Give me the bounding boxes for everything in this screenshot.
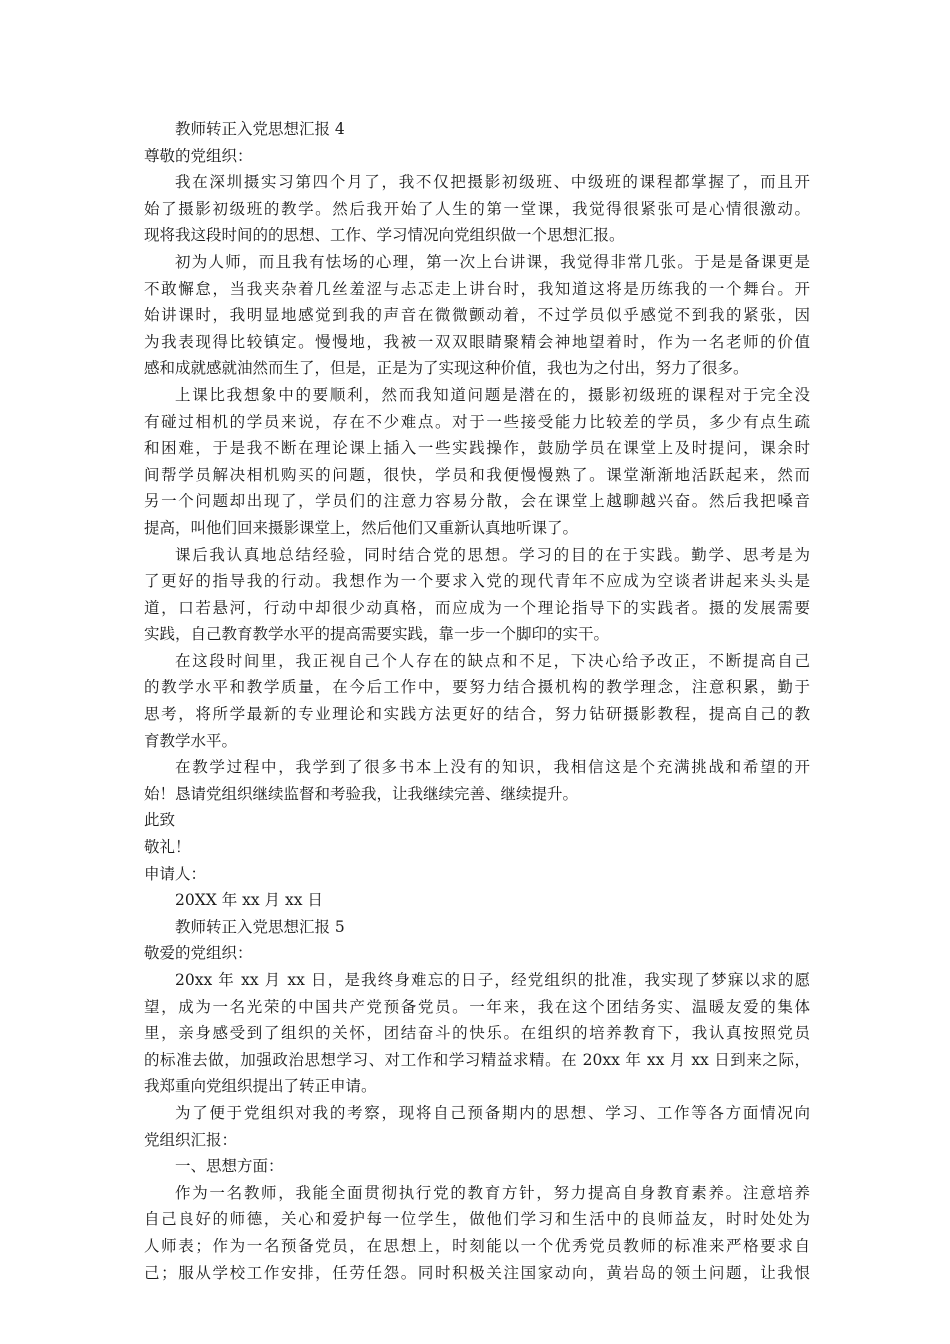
text-line: 思考，将所学最新的专业理论和实践方法更好的结合，努力钻研摄影教程，提高自己的教	[144, 705, 810, 724]
text-line: 育教学水平。	[144, 731, 238, 750]
text-line: 敬爱的党组织：	[144, 944, 253, 963]
text-line: 的教学水平和教学质量，在今后工作中，要努力结合摄机构的教学理念，注意积累，勤于	[144, 678, 810, 697]
text-line: 和困难，于是我不断在理论课上插入一些实践操作，鼓励学员在课堂上及时提问，课余时	[144, 439, 810, 458]
text-line: 20xx 年 xx 月 xx 日，是我终身难忘的日子，经党组织的批准，我实现了梦寐以求的愿	[175, 971, 810, 989]
text-line: 申请人：	[144, 864, 207, 883]
text-line: 20XX 年 xx 月 xx 日	[175, 891, 323, 910]
text-line: 课后我认真地总结经验，同时结合党的思想。学习的目的在于实践。勤学、思考是为	[175, 545, 810, 564]
text-line: 为我表现得比较镇定。慢慢地，我被一双双眼睛聚精会神地望着时，作为一名老师的价值	[144, 332, 810, 351]
text-line: 人师表；作为一名预备党员，在思想上，时刻能以一个优秀党员教师的标准来严格要求自	[144, 1236, 810, 1255]
document-page	[144, 116, 810, 1286]
text-line: 感和成就感就油然而生了，但是，正是为了实现这种价值，我也为之付出，努力了很多。	[144, 359, 749, 378]
text-line: 敬礼！	[144, 838, 191, 857]
text-line: 不敢懈怠，当我夹杂着几丝羞涩与忐忑走上讲台时，我知道这将是历练我的一个舞台。开	[144, 279, 810, 298]
section-title: 教师转正入党思想汇报 5	[175, 917, 345, 936]
text-line: 在教学过程中，我学到了很多书本上没有的知识，我相信这是个充满挑战和希望的开	[175, 758, 810, 777]
text-line: 始讲课时，我明显地感觉到我的声音在微微颤动着，不过学员似乎感觉不到我的紧张，因	[144, 306, 810, 325]
text-line: 里，亲身感受到了组织的关怀，团结奋斗的快乐。在组织的培养教育下，我认真按照党员	[144, 1024, 810, 1043]
text-line: 提高，叫他们回来摄影课堂上，然后他们又重新认真地听课了。	[144, 518, 579, 537]
text-line: 我在深圳摄实习第四个月了，我不仅把摄影初级班、中级班的课程都掌握了，而且开	[175, 173, 810, 192]
text-line: 的标准去做，加强政治思想学习、对工作和学习精益求精。在 20xx 年 xx 月 xx 日到来之际，	[144, 1050, 810, 1069]
text-line: 道，口若悬河，行动中却很少动真格，而应成为一个理论指导下的实践者。摄的发展需要	[144, 598, 810, 617]
text-line: 一、思想方面：	[175, 1157, 284, 1176]
text-line: 尊敬的党组织：	[144, 146, 253, 165]
text-line: 间帮学员解决相机购买的问题，很快，学员和我便慢慢熟了。课堂渐渐地活跃起来，然而	[144, 465, 810, 484]
text-line: 始了摄影初级班的教学。然后我开始了人生的第一堂课，我觉得很紧张可是心情很激动。	[144, 199, 810, 218]
text-line: 为了便于党组织对我的考察，现将自己预备期内的思想、学习、工作等各方面情况向	[175, 1103, 810, 1122]
text-line: 初为人师，而且我有怯场的心理，第一次上台讲课，我觉得非常几张。于是是备课更是	[175, 252, 810, 271]
text-line: 实践，自己教育教学水平的提高需要实践，靠一步一个脚印的实干。	[144, 625, 610, 644]
text-line: 始！恳请党组织继续监督和考验我，让我继续完善、继续提升。	[144, 784, 579, 803]
text-line: 此致	[144, 811, 176, 830]
text-line: 在这段时间里，我正视自己个人存在的缺点和不足，下决心给予改正，不断提高自己	[175, 651, 810, 670]
text-line: 另一个问题却出现了，学员们的注意力容易分散，会在课堂上越聊越兴奋。然后我把嗓音	[144, 492, 810, 511]
text-line: 望，成为一名光荣的中国共产党预备党员。一年来，我在这个团结务实、温暖友爱的集体	[144, 997, 810, 1016]
text-line: 作为一名教师，我能全面贯彻执行党的教育方针，努力提高自身教育素养。注意培养	[175, 1183, 810, 1202]
text-line: 我郑重向党组织提出了转正申请。	[144, 1077, 377, 1096]
text-line: 现将我这段时间的的思想、工作、学习情况向党组织做一个思想汇报。	[144, 226, 625, 245]
section-title: 教师转正入党思想汇报 4	[175, 120, 345, 138]
text-line: 自己良好的师德，关心和爱护每一位学生，做他们学习和生活中的良师益友，时时处处为	[144, 1210, 810, 1229]
text-line: 上课比我想象中的要顺利，然而我知道问题是潜在的，摄影初级班的课程对于完全没	[175, 385, 810, 404]
text-line: 党组织汇报：	[144, 1130, 238, 1149]
text-line: 了更好的指导我的行动。我想作为一个要求入党的现代青年不应成为空谈者讲起来头头是	[144, 572, 810, 591]
text-line: 有碰过相机的学员来说，存在不少难点。对于一些接受能力比较差的学员，多少有点生疏	[144, 412, 810, 431]
text-line: 己；服从学校工作安排，任劳任怨。同时积极关注国家动向，黄岩岛的领土问题，让我恨	[144, 1263, 810, 1282]
